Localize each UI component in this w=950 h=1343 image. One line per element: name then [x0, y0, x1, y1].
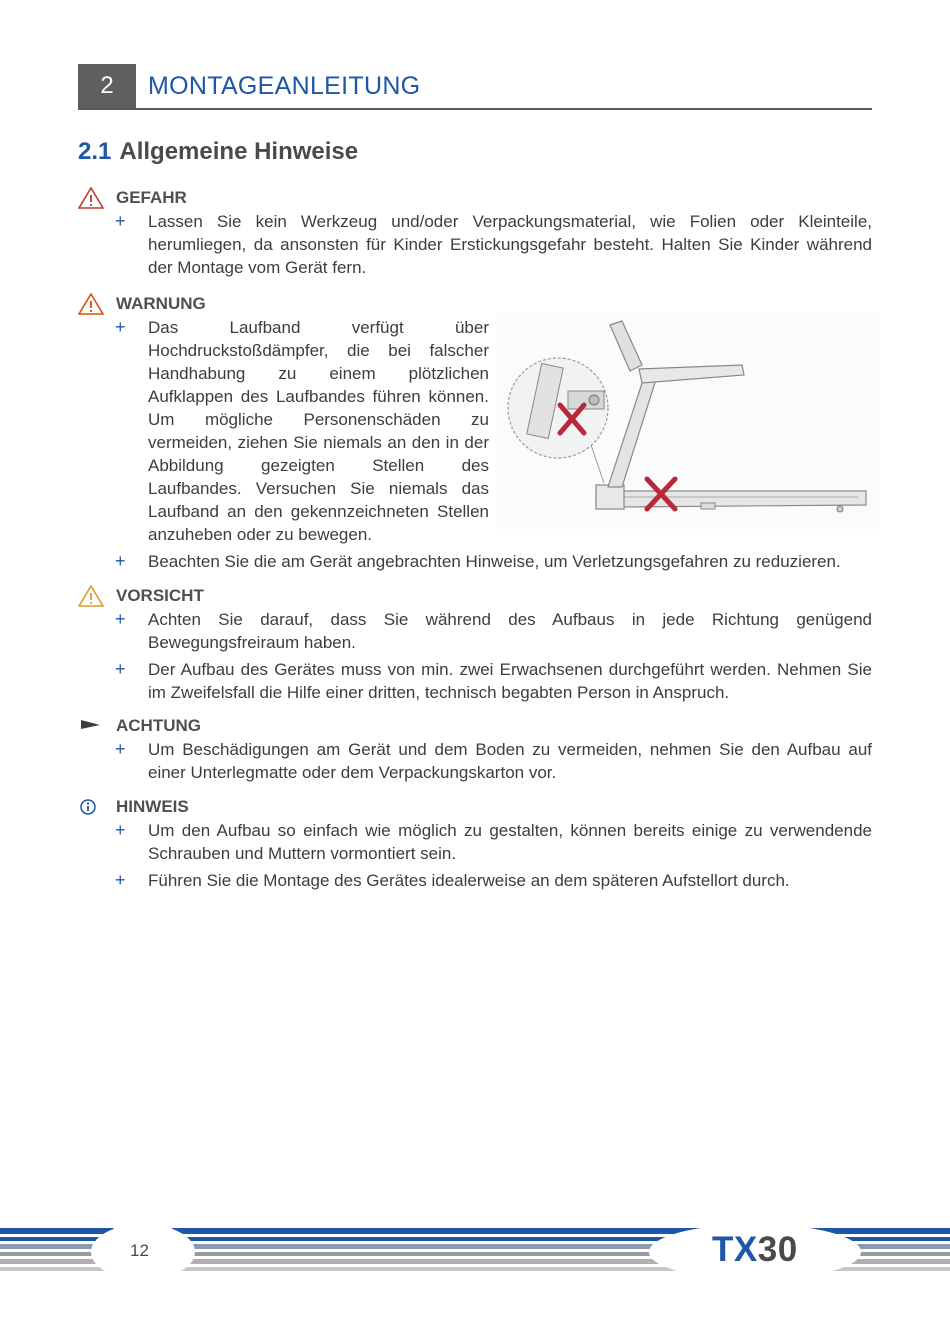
- brand-logo: [712, 1230, 798, 1270]
- flag-arrow-icon: [78, 715, 104, 737]
- achtung-title: ACHTUNG: [116, 716, 201, 735]
- treadmill-illustration: [496, 313, 880, 529]
- vorsicht-block: [78, 585, 872, 704]
- chapter-title: MONTAGEANLEITUNG: [148, 72, 421, 100]
- warnung-item-text: Das Laufband verfügt über Hochdruckstoßdämpfer, die bei falscher Handhabung zu einem plötzlichen Aufklappen des Laufbandes führen können. Um mögliche Personenschäden zu vermeiden, ziehen Sie niemals an den in der Abbildung gezeigten Stellen des Laufbandes. Versuchen Sie niemals das Laufband an den gekennzeichneten Stellen anzuheben oder zu bewegen.: [148, 318, 489, 544]
- bullet-plus: +: [115, 551, 126, 571]
- hinweis-title: HINWEIS: [116, 797, 189, 816]
- warning-triangle-yellow-icon: [78, 585, 104, 607]
- hinweis-item-text: Führen Sie die Montage des Gerätes idealerweise an dem späteren Aufstellort durch.: [148, 871, 790, 890]
- warning-triangle-orange-icon: [78, 293, 104, 315]
- achtung-block: [78, 715, 872, 784]
- gefahr-title: GEFAHR: [116, 188, 187, 207]
- list-item: [78, 869, 872, 892]
- bullet-plus: +: [115, 659, 126, 679]
- list-item: [78, 608, 872, 654]
- chapter-header: [78, 64, 872, 110]
- bullet-plus: +: [115, 870, 126, 890]
- vorsicht-title: VORSICHT: [116, 586, 204, 605]
- page-number: 12: [130, 1241, 149, 1260]
- bullet-plus: +: [115, 820, 126, 840]
- hinweis-block: [78, 796, 872, 892]
- brand-number: 30: [757, 1230, 798, 1269]
- warning-triangle-red-icon: [78, 187, 104, 209]
- gefahr-block: [78, 187, 872, 279]
- bullet-plus: +: [115, 739, 126, 759]
- gefahr-item-text: Lassen Sie kein Werkzeug und/oder Verpackungsmaterial, wie Folien oder Kleinteile, herumliegen, da ansonsten für Kinder Erstickungsgefahr besteht. Halten Sie Kinder während der Montage vom Gerät fern.: [148, 212, 872, 277]
- chapter-number: 2: [78, 64, 136, 108]
- brand-prefix: TX: [712, 1230, 758, 1269]
- info-circle-icon: [78, 796, 104, 818]
- warnung-title: WARNUNG: [116, 294, 206, 313]
- section-title: [78, 138, 358, 166]
- achtung-item-text: Um Beschädigungen am Gerät und dem Boden zu vermeiden, nehmen Sie den Aufbau auf einer Unterlegmatte oder dem Verpackungskarton vor.: [148, 740, 872, 782]
- bullet-plus: +: [115, 317, 126, 337]
- section-number: 2.1: [78, 138, 112, 165]
- vorsicht-item-text: Der Aufbau des Gerätes muss von min. zwei Erwachsenen durchgeführt werden. Nehmen Sie im Zweifelsfall die Hilfe einer dritten, technisch begabten Person in Anspruch.: [148, 660, 872, 702]
- list-item: [78, 738, 872, 784]
- warnung-item-text: Beachten Sie die am Gerät angebrachten Hinweise, um Verletzungsgefahren zu reduzieren.: [148, 552, 841, 571]
- list-item: [78, 819, 872, 865]
- list-item: [78, 210, 872, 279]
- bullet-plus: +: [115, 211, 126, 231]
- section-title-text: Allgemeine Hinweise: [119, 138, 359, 165]
- list-item: [78, 550, 872, 573]
- vorsicht-item-text: Achten Sie darauf, dass Sie während des Aufbaus in jede Richtung genügend Bewegungsfreiraum haben.: [148, 610, 872, 652]
- list-item: [78, 658, 872, 704]
- bullet-plus: +: [115, 609, 126, 629]
- hinweis-item-text: Um den Aufbau so einfach wie möglich zu gestalten, können bereits einige zu verwendende Schrauben und Muttern vormontiert sein.: [148, 821, 872, 863]
